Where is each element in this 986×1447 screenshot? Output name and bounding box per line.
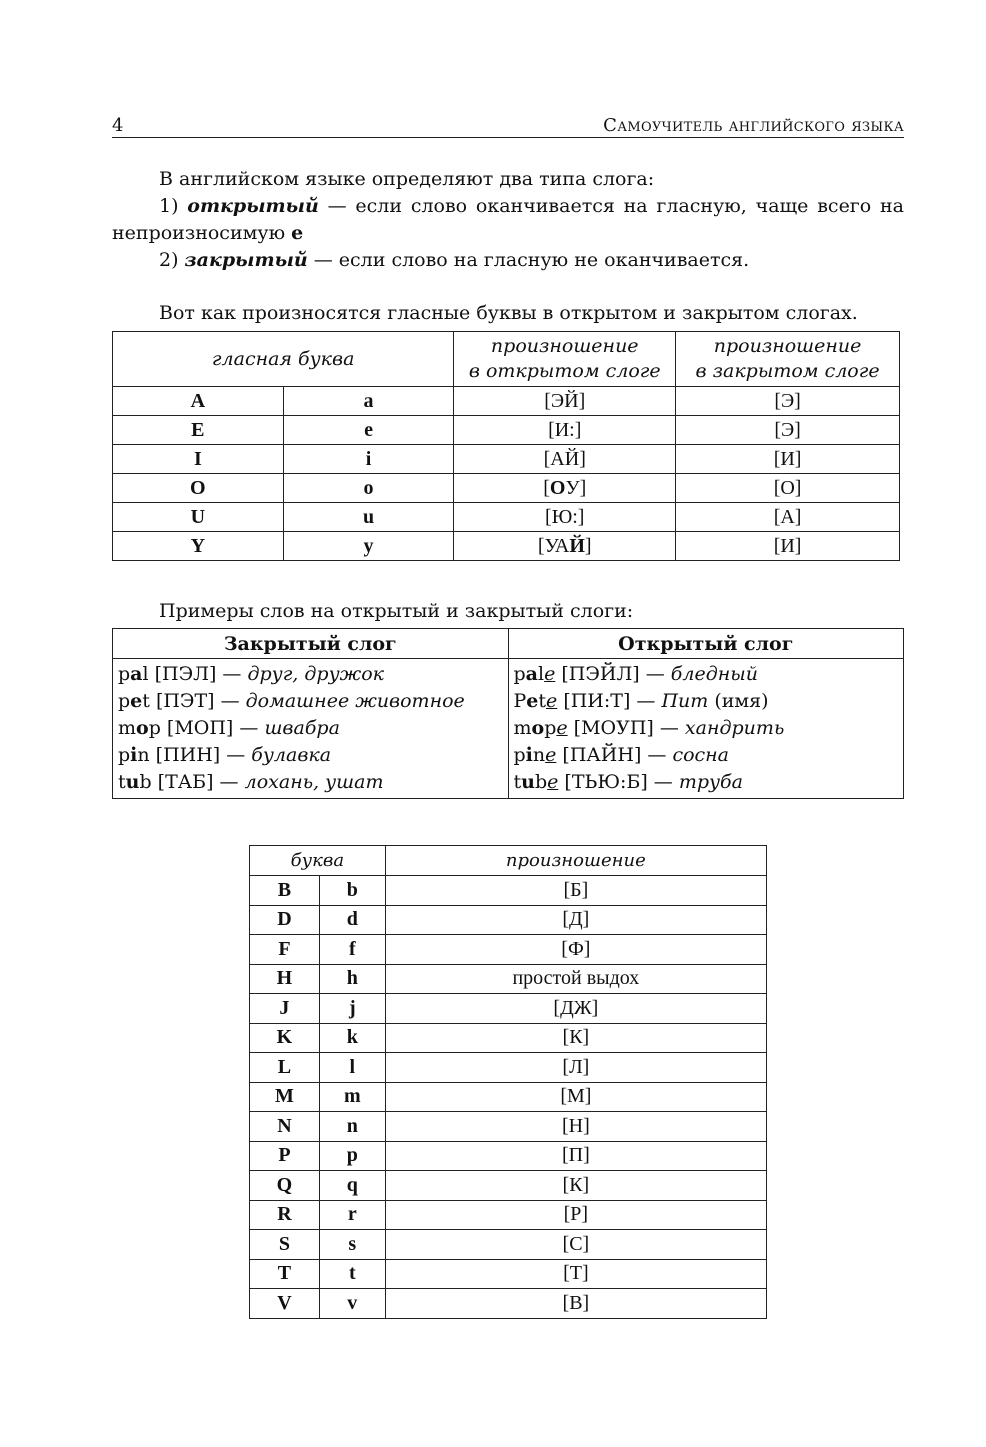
vowel-lower: u: [283, 503, 454, 532]
consonant-upper: M: [250, 1082, 320, 1112]
open-syllable-term: открытый: [187, 195, 319, 217]
consonant-upper: R: [250, 1200, 320, 1230]
consonant-lower: h: [319, 964, 385, 994]
vowels-caption: Вот как произносятся гласные буквы в открытом и закрытом слогах.: [159, 302, 858, 324]
intro-line: В английском языке определяют два типа слога:: [159, 168, 655, 190]
consonant-upper: S: [250, 1230, 320, 1260]
table-row: [250, 876, 767, 906]
running-header: [112, 113, 904, 138]
consonant-lower: t: [319, 1259, 385, 1289]
table-row: [250, 1053, 767, 1083]
consonant-upper: D: [250, 905, 320, 935]
table-row: [113, 474, 900, 503]
consonant-upper: F: [250, 935, 320, 965]
translation: булавка: [251, 744, 332, 766]
closed-syllable-term: закрытый: [184, 249, 308, 271]
book-title: Самоучитель английского языка: [603, 115, 904, 136]
table-row: [250, 935, 767, 965]
consonant-lower: l: [319, 1053, 385, 1083]
consonant-upper: K: [250, 1023, 320, 1053]
header-pronunciation: произношение: [385, 846, 766, 876]
table-row: [250, 1171, 767, 1201]
vowels-caption-block: [112, 300, 904, 327]
translation: труба: [678, 771, 743, 793]
page-number: 4: [112, 115, 124, 136]
consonant-pronunciation: [ДЖ]: [385, 994, 766, 1024]
open-pronunciation: [ОУ]: [454, 474, 676, 503]
consonant-pronunciation: [К]: [385, 1023, 766, 1053]
open-example: pine [ПАЙН] — сосна: [513, 744, 730, 766]
vowel-upper: I: [113, 445, 284, 474]
consonant-pronunciation: [Н]: [385, 1112, 766, 1142]
translation: сосна: [672, 744, 730, 766]
open-example: tube [ТЬЮ:Б] — труба: [513, 771, 743, 793]
vowel-lower: i: [283, 445, 454, 474]
open-syllable-continuation: непроизносимую e: [112, 222, 304, 244]
closed-pronunciation: [И]: [676, 445, 900, 474]
open-syllable-definition: [112, 193, 904, 220]
open-syllable-examples: [508, 659, 904, 799]
closed-example: pal [ПЭЛ] — друг, дружок: [118, 663, 384, 685]
closed-pronunciation: [А]: [676, 503, 900, 532]
consonant-pronunciation: [Т]: [385, 1259, 766, 1289]
table-row: [250, 1200, 767, 1230]
silent-e: e: [544, 663, 556, 685]
table-row: [113, 387, 900, 416]
table-row: [250, 1023, 767, 1053]
open-pronunciation: [ЭЙ]: [454, 387, 676, 416]
vowel-lower: y: [283, 532, 454, 561]
vowel-upper: A: [113, 387, 284, 416]
closed-example: mop [МОП] — швабра: [118, 717, 340, 739]
closed-pronunciation: [Э]: [676, 416, 900, 445]
consonant-lower: d: [319, 905, 385, 935]
table-row: [250, 1289, 767, 1319]
consonant-upper: B: [250, 876, 320, 906]
closed-syllable-examples: [113, 659, 509, 799]
consonant-lower: r: [319, 1200, 385, 1230]
examples-caption-block: [112, 598, 904, 625]
table-row: [113, 532, 900, 561]
table-row: [250, 1141, 767, 1171]
consonant-upper: N: [250, 1112, 320, 1142]
consonant-upper: V: [250, 1289, 320, 1319]
consonant-lower: q: [319, 1171, 385, 1201]
silent-e: e: [545, 744, 557, 766]
translation: домашнее животное: [245, 690, 465, 712]
item-number: 1): [159, 195, 188, 217]
table-row: [113, 445, 900, 474]
header-closed-pronunciation: произношение в закрытом слоге: [676, 332, 900, 387]
table-row: [250, 1259, 767, 1289]
table-row: [250, 1230, 767, 1260]
consonant-pronunciation: [Р]: [385, 1200, 766, 1230]
consonant-pronunciation: [Б]: [385, 876, 766, 906]
table-row: [250, 964, 767, 994]
header-open-pronunciation: произношение в открытом слоге: [454, 332, 676, 387]
vowel-upper: Y: [113, 532, 284, 561]
consonant-lower: j: [319, 994, 385, 1024]
silent-e: e: [546, 690, 558, 712]
consonant-lower: n: [319, 1112, 385, 1142]
open-pronunciation: [И:]: [454, 416, 676, 445]
header-closed-syllable: Закрытый слог: [113, 629, 509, 659]
header-letter: буква: [250, 846, 386, 876]
translation: бледный: [670, 663, 759, 685]
table-header-row: [250, 846, 767, 876]
closed-syllable-text: — если слово на гласную не оканчивается.: [307, 249, 750, 271]
syllable-examples-table: [112, 628, 904, 799]
translation: швабра: [264, 717, 340, 739]
closed-example: tub [ТАБ] — лохань, ушат: [118, 771, 384, 793]
item-number: 2): [159, 249, 185, 271]
examples-caption: Примеры слов на открытый и закрытый слоги:: [159, 600, 634, 622]
closed-pronunciation: [И]: [676, 532, 900, 561]
consonant-pronunciation: [Ф]: [385, 935, 766, 965]
open-pronunciation: [АЙ]: [454, 445, 676, 474]
consonant-pronunciation: [К]: [385, 1171, 766, 1201]
consonants-table: [249, 845, 767, 1319]
consonant-lower: k: [319, 1023, 385, 1053]
table-row: [113, 659, 904, 799]
consonant-upper: T: [250, 1259, 320, 1289]
consonants-body: [250, 876, 767, 1319]
translation: Пит: [661, 690, 709, 712]
silent-e: e: [556, 717, 568, 739]
consonant-lower: v: [319, 1289, 385, 1319]
open-example: mope [МОУП] — хандрить: [513, 717, 785, 739]
syllable-types-paragraph: [112, 166, 904, 274]
consonant-pronunciation: [Д]: [385, 905, 766, 935]
consonant-upper: L: [250, 1053, 320, 1083]
consonant-lower: b: [319, 876, 385, 906]
open-pronunciation: [УАЙ]: [454, 532, 676, 561]
consonant-lower: m: [319, 1082, 385, 1112]
consonant-upper: H: [250, 964, 320, 994]
consonant-lower: s: [319, 1230, 385, 1260]
consonant-upper: J: [250, 994, 320, 1024]
table-row: [250, 905, 767, 935]
closed-syllable-definition: [112, 247, 904, 274]
consonant-lower: f: [319, 935, 385, 965]
silent-e-letter: e: [291, 222, 304, 244]
open-example: pale [ПЭЙЛ] — бледный: [513, 663, 759, 685]
vowel-upper: O: [113, 474, 284, 503]
header-vowel-letter: гласная буква: [113, 332, 454, 387]
vowel-upper: E: [113, 416, 284, 445]
table-header-row: [113, 629, 904, 659]
translation: друг, дружок: [247, 663, 384, 685]
open-pronunciation: [Ю:]: [454, 503, 676, 532]
table-row: [250, 1112, 767, 1142]
table-row: [113, 503, 900, 532]
translation: лохань, ушат: [244, 771, 384, 793]
closed-pronunciation: [О]: [676, 474, 900, 503]
consonant-upper: P: [250, 1141, 320, 1171]
vowels-table: [112, 331, 900, 561]
consonant-pronunciation: [С]: [385, 1230, 766, 1260]
table-header-row: [113, 332, 900, 387]
open-example: Pete [ПИ:Т] — Пит (имя): [513, 690, 769, 712]
consonant-pronunciation: [В]: [385, 1289, 766, 1319]
open-syllable-text: — если слово оканчивается на гласную, чаще всего на: [318, 195, 904, 217]
header-open-syllable: Открытый слог: [508, 629, 904, 659]
closed-pronunciation: [Э]: [676, 387, 900, 416]
vowel-lower: a: [283, 387, 454, 416]
vowel-lower: e: [283, 416, 454, 445]
table-row: [113, 416, 900, 445]
translation: хандрить: [684, 717, 785, 739]
consonant-lower: p: [319, 1141, 385, 1171]
vowel-upper: U: [113, 503, 284, 532]
consonant-upper: Q: [250, 1171, 320, 1201]
consonant-pronunciation: простой выдох: [385, 964, 766, 994]
silent-e: e: [547, 771, 559, 793]
vowel-lower: o: [283, 474, 454, 503]
closed-example: pet [ПЭТ] — домашнее животное: [118, 690, 465, 712]
closed-example: pin [ПИН] — булавка: [118, 744, 332, 766]
consonant-pronunciation: [П]: [385, 1141, 766, 1171]
table-row: [250, 994, 767, 1024]
table-row: [250, 1082, 767, 1112]
consonant-pronunciation: [М]: [385, 1082, 766, 1112]
consonant-pronunciation: [Л]: [385, 1053, 766, 1083]
